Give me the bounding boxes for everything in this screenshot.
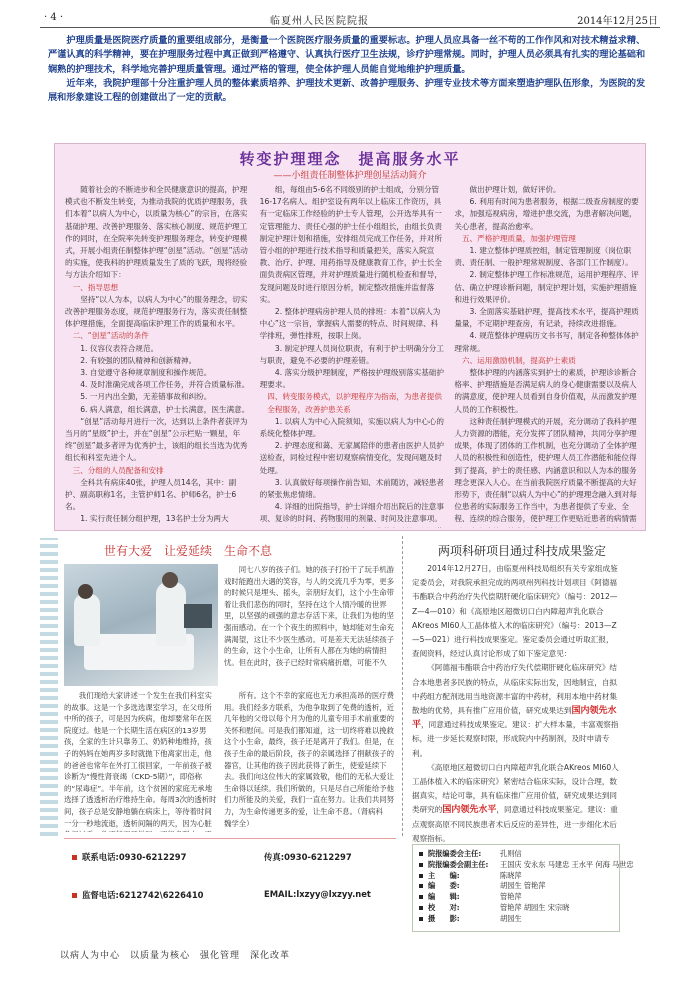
section-heading: 三、分组的人员配备和安排 [72,465,164,475]
feature-paragraph: 坚持“以人为本，以病人为中心”的服务理念，切实改善护理服务态度，规范护理服务行为，落实责任制整体护理措施，全面提高临床护理工作的质量和水平。 [65,294,248,329]
staff-names: 王国庆 安永东 马建忠 王水平 何海 马世忠 [500,859,634,869]
staff-row [419,892,613,903]
staff-row [419,881,613,892]
article-left-paragraph: 我们现给大家讲述一个发生在我们科室实的故事。这是一个多选选课室学习，在父母所中所的孩子，可是因为疾病，他却要常年在医院度过。他是一个长期生活在病区的13岁男孩，全家的生计只靠务工、奶奶种地维持，孩子的妈妈在她两岁多时就抛下他离家出走，他的爸爸也常年在外打工很回家，一年前孩子被诊断为“慢性肾衰竭（CKD-5期）”，即俗称的“尿毒症”。半年前，这个贫困的家庭无承地选择了透透析治疗维持生命。每周3次的透析时间，孩子总是安静地躺在病床上，等待着时间一分一秒地流逝，透析间隔的两天，因为心脏 [64,691,217,828]
contact-info [64,838,396,936]
staff-row [419,859,634,871]
bullet-icon [419,863,423,867]
editorial-staff-box [412,844,634,932]
feature-paragraph: 2. 整体护理病房护理人员的排班：本着“以病人为中心”这一宗旨，掌握病人需要的特点、时间规律、科学排班，弹性排班，按职上岗。 [259,307,441,341]
staff-row [419,871,613,882]
column-divider [402,536,403,836]
feature-paragraph: 6. 利用有时间为患者服务，根据二级查房制度的要求，加强巡视病房，增进护患交流，为患者解决问题，关心患者，提高治愈率。 [454,197,639,231]
feature-paragraph: 5. 一月内出全勤，无差错事故和纠纷。 [80,392,212,402]
staff-names: 管艳萍 [500,892,522,902]
feature-paragraph: 整体护理的内涵落实到护士的素质，护理诊诊断合格率、护理措施是否满足病人的身心健康需要以及病人的满意度，使护理人员看到自身价值观，从而激发护理人员的工作积极性。 [454,368,637,414]
ward-photo [64,564,218,686]
bullet-icon [419,906,423,910]
highlight-domestic-leading: 国内领先水平 [442,805,497,816]
bullet-icon [72,855,77,860]
page-number: · 4 · [44,12,64,23]
contact-fax: 传真:0930-6212297 [264,852,352,862]
feature-columns [65,184,639,528]
staff-row [419,849,613,860]
staff-role: 校 对: [428,902,460,912]
section-heading: 四、转变服务模式，以护理程序为指南，为患者提供全程服务，改善护患关系 [267,392,442,414]
bullet-icon [419,852,423,856]
contact-phone: 联系电话:0930-6212297 [72,851,186,863]
article-left-paragraph: 同七八岁的孩子们。她的孩子打扮干了玩手机游戏时能跑出大遇的笑容，与人的交流几乎为零，更多的时候只是埋头、摇头，亲朋好友们，这个小生命带着让我们悲伤的同时，坚持在这个人情冷暖的世界里，以坚强的顽强的意志存活下来，让我们为他的坚强而感动。在一个个夜生的照料中，她却能对生命充满渴望，这让不少医生感动。可是差天无法延续孩子的生命，这个小生命，让所有人都在为她的病情担忧。但在此时，孩子已经时常病痛折磨，可能不久 [224,565,394,667]
staff-names: 管艳萍 胡园生 宋宗晓 [500,902,570,912]
article-right-title: 两项科研项目通过科技成果鉴定 [438,544,607,558]
feature-paragraph: 组，每组由5-6名不同级别的护士组成，分别分管16-17名病人。组护室设有两年以上临床工作资历，具有一定临床工作经验的护士专人管理，公开选举具有一定管理能力、责任心强的护士任小组组长，由组长负责制定护理计划和措施，安排组员完成工作任务，并对所管小组的护理进行技术指导和质量把关，落实入院宣教、治疗、护理、用药指导及健康教育工作，护士长全面负责病区管理，并对护理质量进行随机检查和督导，发现问题及时进行原因分析，制定整改措施并监督落实。 [259,185,442,304]
article-left-title: 世有大爱 让爱延续 生命不息 [104,544,273,558]
article-right-paragraph-2: 《阿德福韦酯联合中药治疗失代偿期肝硬化临床研究》结合本地患者多民族的特点，从临床实际出发，因地制宜，自拟中药组方配剂选用当地资源丰富的中药材，利用本地中药材集散地的优势，具有推广应用价值，研究成果达到国内领先水平，同意通过科技成果鉴定。建议：扩大样本量，丰富观察指标，进一步延长观察时限，形成院内中药制剂，及时申请专利。 [412,663,619,758]
issue-date: 2014年12月25日 [577,16,658,27]
article-left-text-right-column [224,690,394,832]
staff-row [419,914,613,925]
feature-article [54,143,646,531]
feature-paragraph [260,526,445,528]
staff-names: 孔则信 [500,849,522,858]
article-organ-donation [64,536,396,836]
intro-paragraph-1: 护理质量是医院医疗质量的重要组成部分，是衡量一个医院医疗服务质量的重要标志。护理人员应具备一丝不苟的工作作风和对技术精益求精、严谨认真的科学精神，要在护理服务过程中真正做到严格遵守、认真执行医疗卫生法规，诊疗护理常规。同时，护理人员必须具有扎实的理论基础和娴熟的护理技术，科学地完善护理质量管理。通过严格的管理，使全体护理人员能自觉地维护护理质量。 [48,35,646,75]
feature-paragraph: 4. 规范整体护理病历文书书写，制定各种整体体护理常规。 [454,331,639,353]
feature-paragraph: 随着社会的不断进步和全民健康意识的提高，护理模式也不断发生转变，为推动我院的优质护理服务，我们本着“以病人为中心，以质量为核心”的宗旨，在落实基础护理、改善护理服务、落实核心制度、规范护理工作的同时，在全院率先转变护理服务理念，转变护理模式，开展小组责任制整体护理“创星”活动。“创星”活动的实施，使我科的护理质量发生了质的飞跃，现将经验与方法介绍如下： [65,185,248,280]
article-left-text-below-photo [64,690,218,832]
feature-subtitle: ——小组责任制整体护理创星活动简介 [273,171,427,181]
feature-column-1 [65,184,250,528]
bullet-icon [72,893,77,898]
feature-paragraph: 6. 病人满意，组长满意，护士长满意，医生满意。 [80,404,250,414]
intro-paragraphs [48,34,652,105]
feature-title: 转变护理理念 提高服务水平 [239,150,461,168]
article-right-paragraph-3: 《高原地区超微切口白内障超声乳化联合AKreos MI60人工晶体植入术的临床研究》紧密结合临床实际，设计合理，数据真实，结论可靠，具有临床推广应用价值，研究成果达到同类研究的国内领先水平，同意通过科技成果鉴定。建议：重点观察高原不同民族患者术后反应的差异性，进一步细化术后观察指标。 [412,762,619,843]
feature-paragraph: 1. 仪容仪表符合规范。 [80,343,159,353]
staff-role: 院报编委会主任: [428,849,482,858]
feature-paragraph: 做出护理计划，做好评价。 [469,185,561,194]
feature-paragraph: 全科共有病床40张，护理人员14名，其中：副护、副高职称1名，主管护师1名、护师6名，护士6名。 [65,477,237,512]
staff-row [419,903,613,914]
feature-paragraph: 2. 有较强的团队精神和创新精神。 [80,355,197,365]
bullet-icon [419,917,423,921]
section-heading: 一、指导思想 [72,282,119,292]
feature-paragraph: 4. 详细的出院指导，护士详细介绍出院后的注意事项、复诊的时间、药物服用的剂量、时间及注意事项。 [259,502,444,524]
footer [64,838,634,938]
masthead [40,8,660,28]
bullet-icon [419,874,423,878]
contact-monitor-phone: 监督电话:6212742\6226410 [72,889,204,901]
article-left-paragraph: 所有。这个不幸的家庭也无力承担高昂的医疗费用。我们经多方联系，为他争取到了免费的透析，近几年他的父母以每个月为他的儿童专用手术前重要的关怀和慰问。可是我们都知道，这一切终将难以挽救这个小生命，最终，孩子还是离开了我们。但是，在孩子生命的最后阶段，孩子的亲属选择了捐献孩子的器官，让其他的孩子因此获得了新生，使爱延续下去。我们向这位伟大的家属致敬，他们的无私大爱让生命得以延续。我们所做的，只是尽自己所能给予他们力所能及的关爱，我们一直在努力。让我们共同努力，为生命传递更多的爱，让生命不息。（肾病科 魏学全） [224,691,394,828]
feature-paragraph: 这种责任制护理模式的开展，充分调动了我科护理人力资源的潜能，充分发挥了团队精神，共同分享护理成果，体现了团体的工作机制，也充分调动了全体护理人员的积极性和创造性，使护理人员工作潜能和能位得到了提高，护士的责任感、内涵意识和以人为本的服务理念更深入人心。在当前我院医疗质量不断提高的大好形势下，责任制“以病人为中心”的护理理念融入到对每位患者的实际服务工作当中，为患者提供了专业、全程、连续的综合服务，使护理工作更贴近患者的病情需 [454,416,637,524]
section-heading: 五、严格护理质量，加强护理管理 [461,233,576,243]
staff-names: 胡园生 管艳萍 [500,881,546,891]
feature-paragraph: 1. 实行责任制分组护理，13名护士分为两大 [80,514,229,524]
article-research-appraisal [412,536,620,843]
bullet-icon [419,884,423,888]
contact-email: EMAIL:lxzyy@lxzyy.net [264,889,371,899]
feature-paragraph: 4. 及时准确完成各项工作任务，并符合质量标准。 [80,380,250,390]
feature-paragraph: 1. 建立整体护理质控组，制定管理制度（岗位职责、责任制、一般护理常规制度、各部门工作制度）。 [454,246,633,268]
feature-paragraph: 3. 制定护理人员岗位职责，有利于护士明确分分工与职责，避免不必要的护理差错。 [259,343,444,365]
middle-articles [64,536,620,843]
feature-paragraph: “创星”活动每月进行一次，达到以上条件者获评为当月的“星级”护士，并在“创星”公示栏贴一颗星，年终“创星”最多者评为优秀护士，该组的组长当选为优秀组长和科室先进个人。 [65,416,248,463]
hospital-slogan: 以病人为中心 以质量为核心 强化管理 深化改革 [60,951,291,961]
feature-paragraph: 2. 制定整体护理工作标准规范，运用护理程序、评估、确立护理诊断问题，制定护理计划，实施护理措施和进行效果评价。 [454,270,639,304]
highlight-domestic-leading: 国内领先水平 [412,706,617,731]
staff-role: 院报编委会副主任: [428,859,489,869]
staff-names: 陈晓萍 [500,870,522,880]
staff-role: 主 编: [428,870,460,880]
feature-paragraph: 1. 以病人为中心入院须知，实施以病人为中心心的系统化整体护理。 [259,416,444,439]
staff-role: 编 委: [428,881,460,891]
staff-role: 摄 影: [428,913,460,923]
staff-role: 编 辑: [428,892,460,902]
section-heading: 二、“创星”活动的条件 [72,331,149,341]
staff-names: 胡园生 [500,913,522,923]
bullet-icon [419,895,423,899]
article-right-paragraph-1: 2014年12月27日，由临夏州科技局组织有关专家组成鉴定委员会，对我院承担完成的两项州列科技计划项目《阿德福韦酯联合中药治疗失代偿期肝硬化临床研究》（编号：2012—Z—4—010）和《高原地区超微切口白内障超声乳化联合AKreos MI60人工晶体植入术的临床研究》（编号：2013—Z—5—021）进行科技成果鉴定。鉴定委员会通过听取汇报，查阅资料，经过认真讨论形成了如下鉴定意见： [412,564,618,659]
feature-paragraph: 3. 认真做好每项操作前告知、术前随访，减轻患者的紧张焦虑情绪。 [259,477,444,500]
feature-column-2 [260,184,445,528]
feature-paragraph: 2. 护理态度和蔼、无家属陪伴的患者由医护人员护送检查，同检过程中密切观察病情变化，发现问题及时处理。 [259,441,444,475]
newspaper-name: 临夏州人民医院院报 [270,16,369,27]
feature-column-3 [454,184,639,528]
article-left-text-beside-photo [224,564,394,686]
intro-paragraph-2: 近年来，我院护理部十分注重护理人员的整体素质培养、护理技术更新、改善护理服务、护理专业技术等方面来塑造护理队伍形象，为医院的发展和形象建设工程的创建做出了一定的贡献。 [48,77,646,104]
feature-paragraph: 4. 落实分级护理制度，严格按护理级别落实基础护理要求。 [259,368,444,390]
section-heading: 六、运用激励机制，提高护士素质 [461,355,576,365]
feature-paragraph: 3. 自觉遵守各种规章制度和操作规范。 [80,368,212,378]
feature-paragraph: 3. 全面落实基础护理，提高技术水平，提高护理质量量，不定期护理查房，有记录，持续改进措施。 [454,307,639,329]
article-right-body [412,562,620,846]
decorative-border-strip [40,538,58,836]
